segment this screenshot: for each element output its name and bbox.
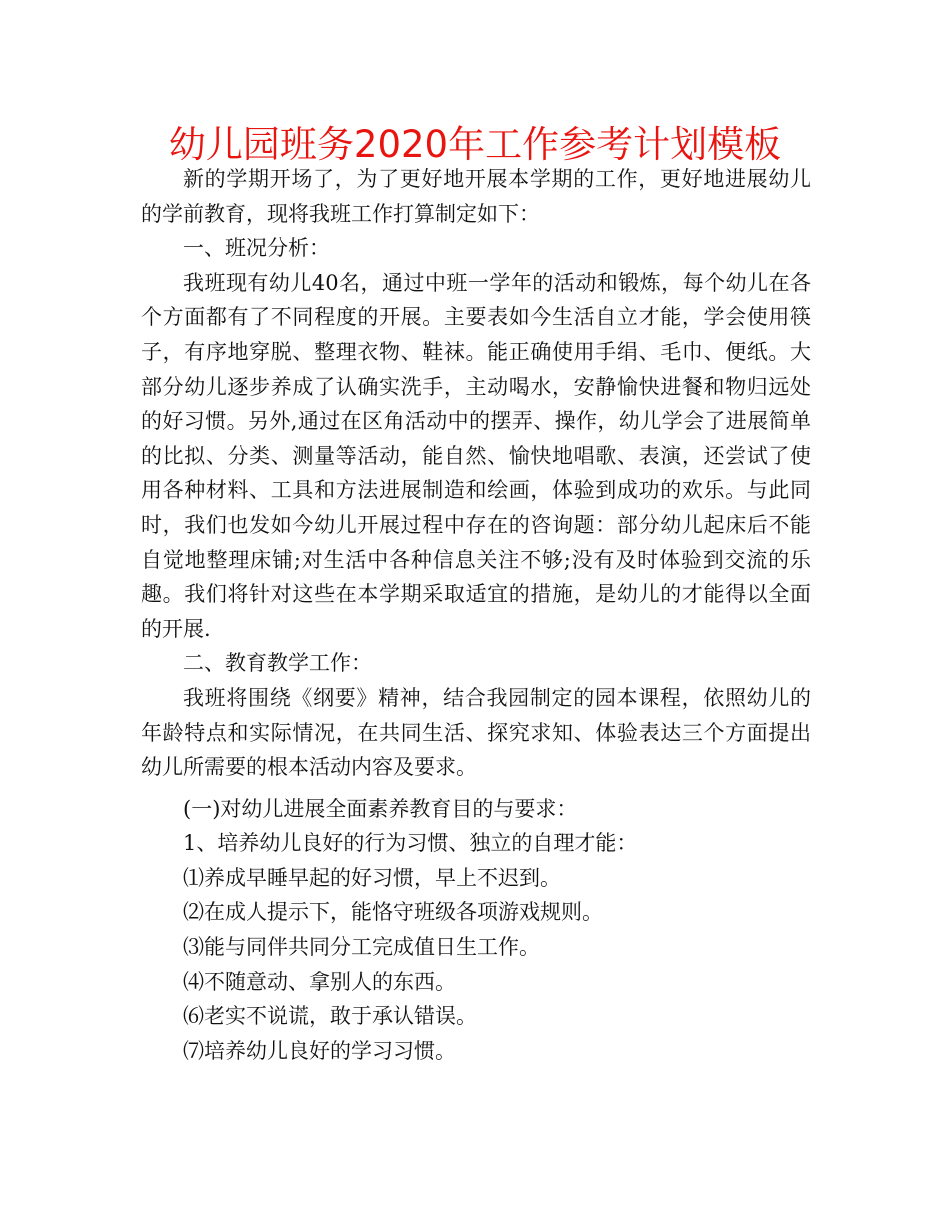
list-item: ⑺培养幼儿良好的学习习惯。 (183, 1038, 456, 1063)
document-title: 幼儿园班务2020年工作参考计划模板 (168, 123, 782, 166)
subsection-heading-goals: (一)对幼儿进展全面素养教育目的与要求： (183, 796, 578, 821)
list-item: ⑷不随意动、拿别人的东西。 (183, 969, 456, 994)
list-item: ⑹老实不说谎，敢于承认错误。 (183, 1004, 477, 1029)
class-analysis-paragraph: 我班现有幼儿40名，通过中班一学年的活动和锻炼，每个幼儿在各个方面都有了不同程度的开展。主要表如今生活自立才能，学会使用筷子，有序地穿脱、整理衣物、鞋袜。能正确使用手绢、毛巾、便纸。大部分幼儿逐步养成了认确实洗手，主动喝水，安静愉快进餐和物归远处的好习惯。另外,通过在区角活动中的摆弄、操作，幼儿学会了进展简单的比拟、分类、测量等活动，能自然、愉快地唱歌、表演，还尝试了使用各种材料、工具和方法进展制造和绘画，体验到成功的欢乐。与此同时，我们也发如今幼儿开展过程中存在的咨询题：部分幼儿起床后不能自觉地整理床铺;对生活中各种信息关注不够;没有及时体验到交流的乐趣。我们将针对这些在本学期采取适宜的措施，是幼儿的才能得以全面的开展. (141, 270, 811, 641)
list-item: ⑶能与同伴共同分工完成值日生工作。 (183, 935, 540, 960)
section-heading-teaching-work: 二、教育教学工作： (183, 651, 372, 676)
list-item: ⑵在成人提示下，能恪守班级各项游戏规则。 (183, 900, 603, 925)
section-heading-class-analysis: 一、班况分析： (183, 236, 330, 261)
item-heading-habits: 1、培养幼儿良好的行为习惯、独立的自理才能： (183, 831, 638, 856)
document-body (141, 162, 811, 1068)
teaching-work-paragraph: 我班将围绕《纲要》精神，结合我园制定的园本课程，依照幼儿的年龄特点和实际情况，在共同生活、探究求知、体验表达三个方面提出幼儿所需要的根本活动内容及要求。 (141, 685, 811, 780)
intro-paragraph: 新的学期开场了，为了更好地开展本学期的工作，更好地进展幼儿的学前教育，现将我班工作打算制定如下： (141, 167, 811, 226)
list-item: ⑴养成早睡早起的好习惯，早上不迟到。 (183, 865, 561, 890)
